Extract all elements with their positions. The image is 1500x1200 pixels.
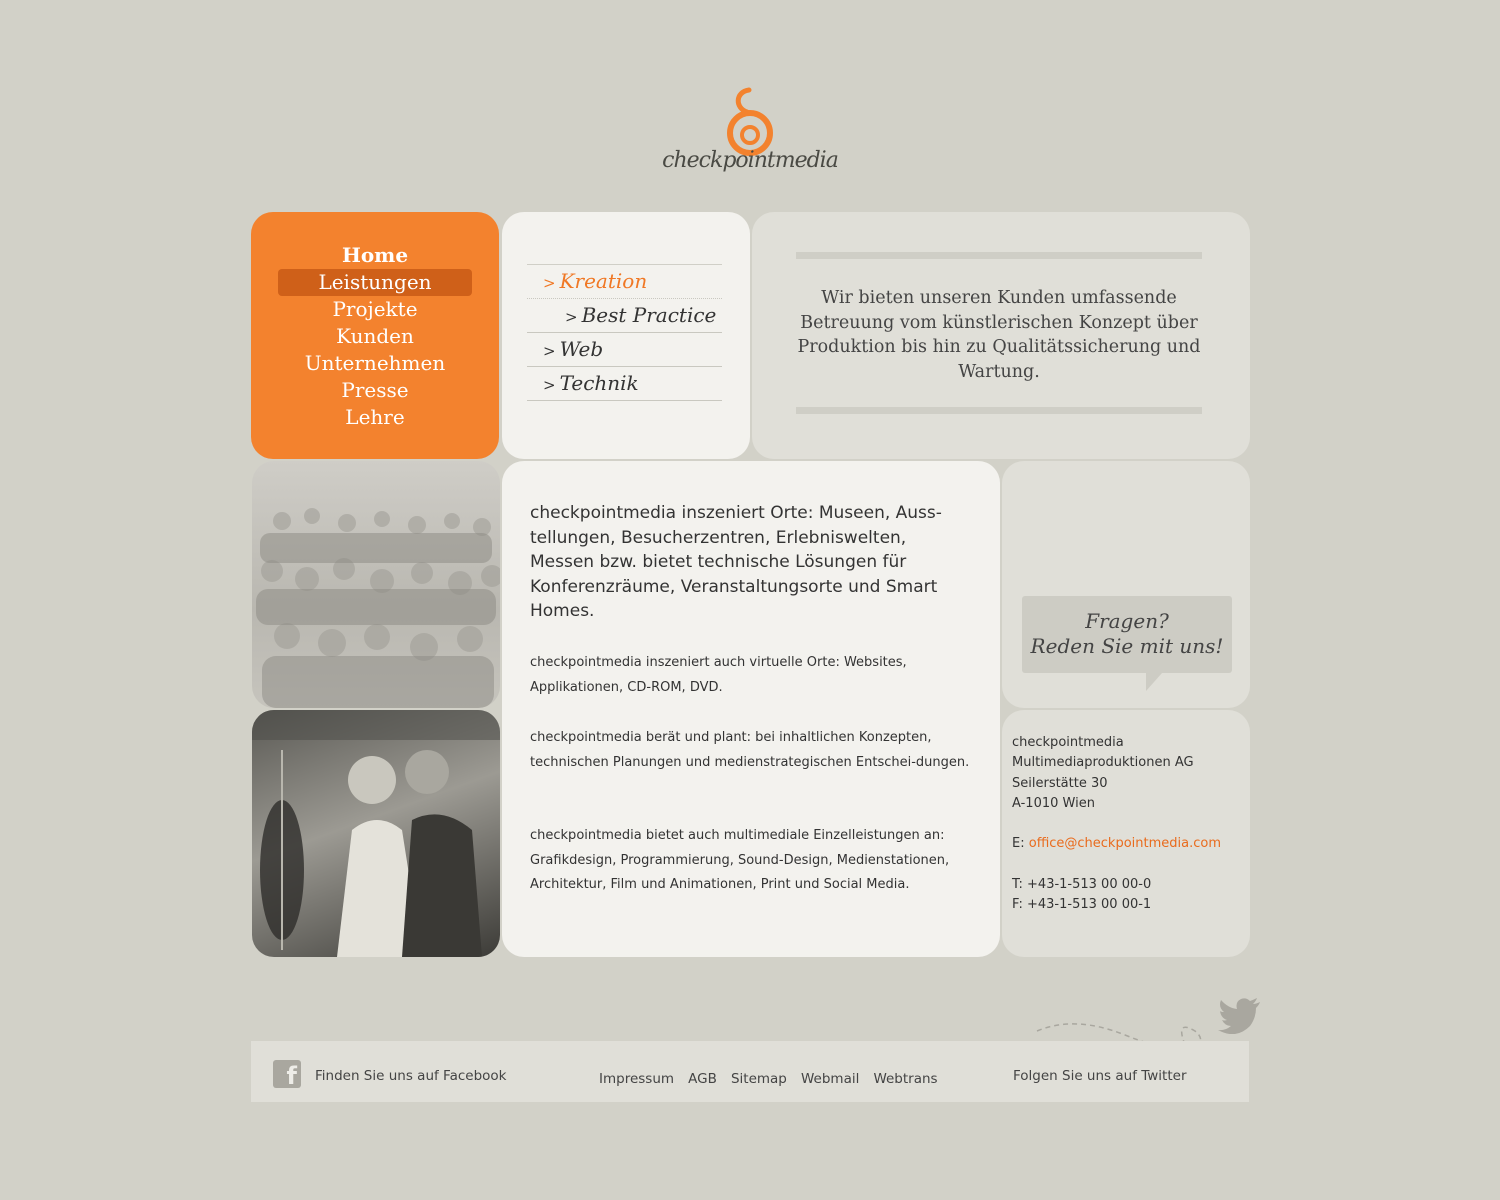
footer-link-impressum[interactable]: Impressum bbox=[599, 1071, 675, 1087]
nav-item-kunden[interactable]: Kunden bbox=[336, 324, 414, 348]
company-address: checkpointmedia Multimediaproduktionen AG Seilerstätte 30 A-1010 Wien bbox=[1012, 735, 1194, 811]
intro-panel bbox=[752, 212, 1250, 459]
nav-item-leistungen[interactable]: Leistungen bbox=[278, 269, 472, 296]
subnav-item-kreation[interactable] bbox=[527, 265, 722, 299]
nav-item-presse[interactable]: Presse bbox=[341, 378, 409, 402]
footer bbox=[251, 1041, 1249, 1102]
email-line bbox=[1012, 834, 1221, 854]
facebook-link[interactable]: Finden Sie uns auf Facebook bbox=[315, 1068, 507, 1084]
logo-wordmark: checkpointmedia bbox=[662, 148, 838, 173]
footer-links bbox=[599, 1068, 947, 1087]
nav-item-lehre[interactable]: Lehre bbox=[345, 405, 405, 429]
paragraph-services: checkpointmedia bietet auch multimediale Einzelleistungen an: Grafikdesign, Programmierung, Sound-Design, Medienstationen, Architektur, Film und Animationen, Print und Social Media. bbox=[530, 828, 950, 893]
intro-text: Wir bieten unseren Kunden umfassende Betreuung vom künstlerischen Konzept über Produktion bis hin zu Qualitätssicherung und Wartung. bbox=[797, 288, 1201, 382]
nav-item-home[interactable]: Home bbox=[341, 243, 409, 267]
subnav-item-best-practice[interactable] bbox=[527, 299, 722, 333]
subnav-label: Technik bbox=[559, 371, 639, 395]
crowd-photo-illustration bbox=[252, 461, 500, 708]
nav-item-projekte[interactable]: Projekte bbox=[332, 297, 418, 321]
paragraph-virtual: checkpointmedia inszeniert auch virtuelle Orte: Websites, Applikationen, CD-ROM, DVD. bbox=[530, 655, 907, 695]
divider bbox=[796, 252, 1202, 259]
contact-cta-panel bbox=[1002, 461, 1250, 708]
arrow-icon: > bbox=[565, 308, 578, 326]
email-link[interactable]: office@checkpointmedia.com bbox=[1028, 836, 1222, 851]
footer-link-webmail[interactable]: Webmail bbox=[800, 1071, 860, 1087]
facebook-icon[interactable]: f bbox=[273, 1060, 301, 1088]
arrow-icon: > bbox=[543, 342, 556, 360]
cta-line1: Fragen? bbox=[1085, 609, 1169, 633]
contact-cta-bubble[interactable] bbox=[1022, 596, 1232, 673]
phone-fax: T: +43-1-513 00 00-0 F: +43-1-513 00 00-1 bbox=[1012, 877, 1152, 913]
arrow-icon: > bbox=[543, 274, 556, 292]
twitter-bird-icon[interactable] bbox=[1218, 996, 1262, 1034]
musicians-photo bbox=[252, 710, 500, 957]
site-logo[interactable] bbox=[620, 86, 880, 196]
subnav-item-web[interactable] bbox=[527, 333, 722, 367]
twitter-link[interactable]: Folgen Sie uns auf Twitter bbox=[1013, 1068, 1187, 1084]
content-panel bbox=[502, 461, 1000, 957]
footer-link-agb[interactable]: AGB bbox=[688, 1071, 717, 1087]
paragraph-consulting: checkpointmedia berät und plant: bei inhaltlichen Konzepten, technischen Planungen und medienstrategischen Entschei-dungen. bbox=[530, 730, 970, 770]
main-navigation bbox=[251, 212, 499, 459]
contact-panel bbox=[1002, 710, 1250, 957]
crowd-photo bbox=[252, 461, 500, 708]
subnav-item-technik[interactable] bbox=[527, 367, 722, 401]
footer-link-sitemap[interactable]: Sitemap bbox=[730, 1071, 787, 1087]
musicians-photo-illustration bbox=[252, 710, 500, 957]
cta-line2: Reden Sie mit uns! bbox=[1030, 633, 1224, 658]
lead-text: checkpointmedia inszeniert Orte: Museen, Auss-tellungen, Besucherzentren, Erlebniswelten, Messen bzw. bietet technische Lösungen für Konferenzräume, Veranstaltungsorte und Smart Homes. bbox=[530, 503, 942, 622]
sub-navigation bbox=[502, 212, 750, 459]
subnav-label: Web bbox=[559, 337, 604, 361]
email-label: E: bbox=[1012, 836, 1029, 851]
nav-item-unternehmen[interactable]: Unternehmen bbox=[304, 351, 446, 375]
arrow-icon: > bbox=[543, 376, 556, 394]
footer-link-webtrans[interactable]: Webtrans bbox=[873, 1071, 938, 1087]
subnav-label: Kreation bbox=[559, 269, 648, 293]
divider bbox=[796, 407, 1202, 414]
subnav-label: Best Practice bbox=[581, 303, 717, 327]
